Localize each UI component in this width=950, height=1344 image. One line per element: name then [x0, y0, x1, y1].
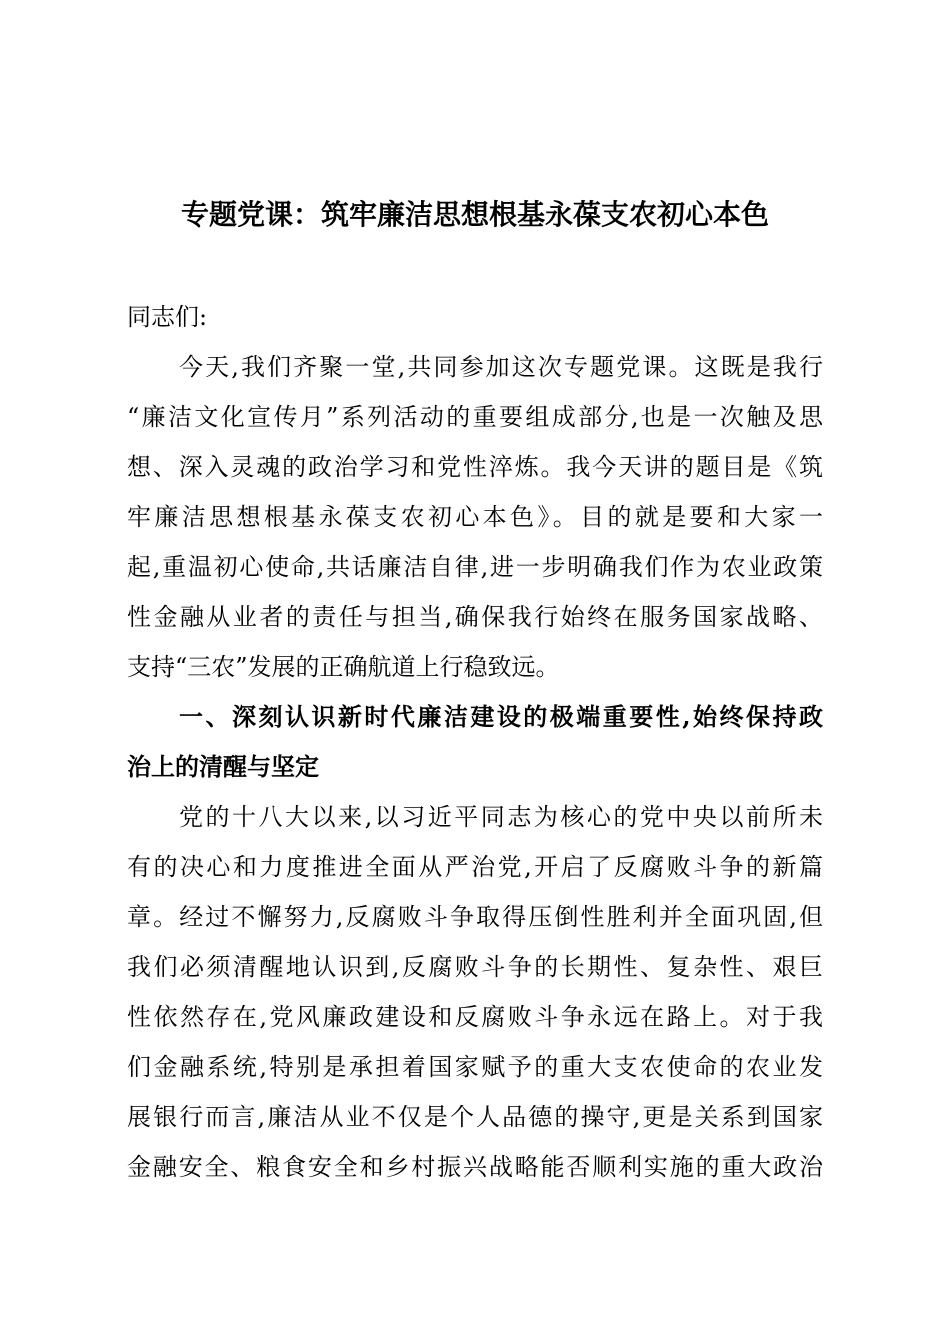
section-1-paragraph	[127, 792, 823, 1192]
text-line: 今天,我们齐聚一堂,共同参加这次专题党课。这既是我行	[179, 353, 823, 381]
intro-paragraph	[127, 342, 823, 692]
text-line: 性依然存在,党风廉政建设和反腐败斗争永远在路上。对于我	[127, 1003, 823, 1031]
document-body	[127, 292, 823, 1192]
text-line: 支持“三农”发展的正确航道上行稳致远。	[127, 653, 560, 681]
text-line: 展银行而言,廉洁从业不仅是个人品德的操守,更是关系到国家	[127, 1103, 823, 1131]
salutation: 同志们:	[127, 303, 208, 331]
text-line: “廉洁文化宣传月”系列活动的重要组成部分,也是一次触及思	[127, 403, 823, 431]
heading-line: 一、深刻认识新时代廉洁建设的极端重要性,始终保持政	[179, 702, 823, 731]
text-line: 起,重温初心使命,共话廉洁自律,进一步明确我们作为农业政策	[127, 553, 823, 581]
section-heading-1	[127, 692, 823, 792]
text-line: 我们必须清醒地认识到,反腐败斗争的长期性、复杂性、艰巨	[127, 953, 823, 981]
text-line: 章。经过不懈努力,反腐败斗争取得压倒性胜利并全面巩固,但	[127, 903, 823, 931]
text-line: 们金融系统,特别是承担着国家赋予的重大支农使命的农业发	[127, 1053, 823, 1081]
text-line: 牢廉洁思想根基永葆支农初心本色》。目的就是要和大家一	[127, 503, 823, 531]
text-line: 性金融从业者的责任与担当,确保我行始终在服务国家战略、	[127, 603, 823, 631]
text-line: 党的十八大以来,以习近平同志为核心的党中央以前所未	[179, 803, 823, 831]
document-title: 专题党课：筑牢廉洁思想根基永葆支农初心本色	[180, 198, 769, 231]
heading-line: 治上的清醒与坚定	[127, 752, 319, 781]
text-line: 金融安全、粮食安全和乡村振兴战略能否顺利实施的重大政治	[127, 1153, 823, 1181]
text-line: 有的决心和力度推进全面从严治党,开启了反腐败斗争的新篇	[127, 853, 823, 881]
text-line: 想、深入灵魂的政治学习和党性淬炼。我今天讲的题目是《筑	[127, 453, 823, 481]
